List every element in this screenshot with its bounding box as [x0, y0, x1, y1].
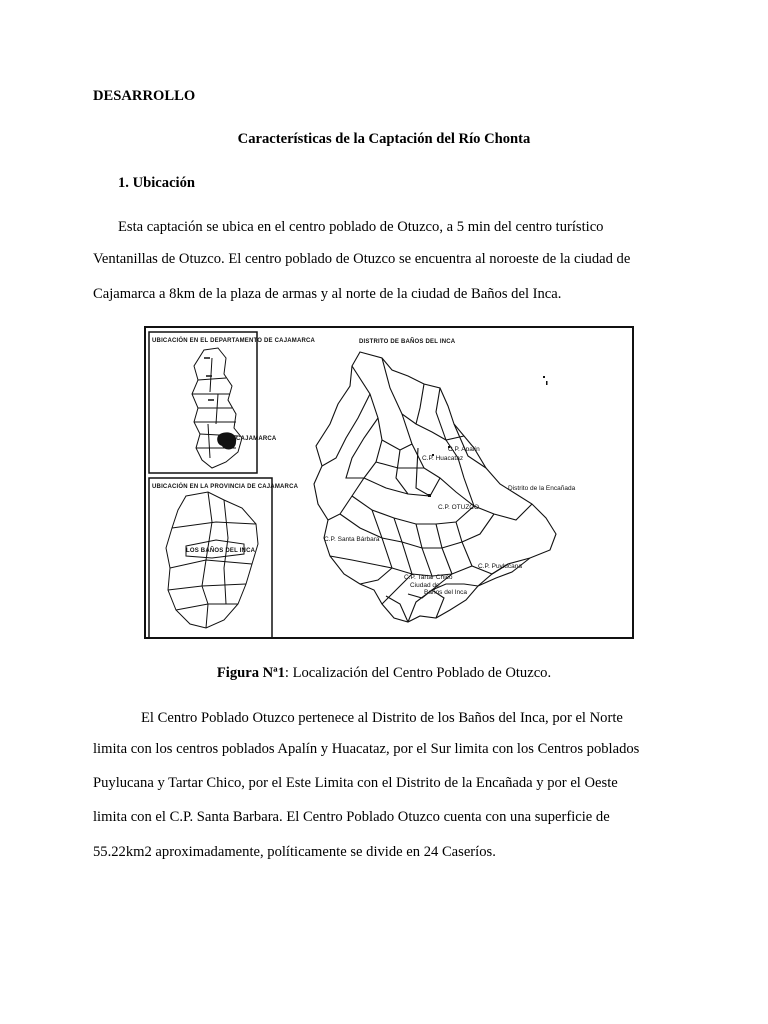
map-drawing [146, 328, 634, 639]
paragraph-line: Ventanillas de Otuzco. El centro poblado de Otuzco se encuentra al noroeste de la ciudad de [93, 251, 631, 267]
location-map-figure [144, 326, 634, 639]
paragraph-line: limita con el C.P. Santa Barbara. El Centro Poblado Otuzco cuenta con una superficie de [93, 809, 610, 825]
paragraph-line: Puylucana y Tartar Chico, por el Este Limita con el Distrito de la Encañada y por el Oeste [93, 775, 618, 791]
map-label-santa-barbara: C.P. Santa Bárbara [324, 536, 380, 543]
paragraph-line: limita con los centros poblados Apalín y Huacataz, por el Sur limita con los Centros poblados [93, 741, 640, 757]
paragraph-line: El Centro Poblado Otuzco pertenece al Distrito de los Baños del Inca, por el Norte [141, 710, 623, 726]
figure-caption-text: : Localización del Centro Poblado de Otuzco. [284, 665, 552, 681]
map-label-puylucana: C.P. Puylucana [478, 563, 522, 570]
figure-caption-label: Figura Nª1 [216, 665, 285, 681]
paragraph-line: 55.22km2 aproximadamente, políticamente se divide en 24 Caseríos. [93, 844, 496, 860]
map-label-cajamarca: CAJAMARCA [236, 436, 277, 442]
figure-caption [0, 664, 768, 682]
inset-department-frame [149, 332, 257, 473]
map-label-encanada: Distrito de la Encañada [508, 485, 576, 492]
province-map [166, 492, 258, 628]
map-label-banos-city-2: Baños del Inca [424, 589, 468, 596]
section-heading: DESARROLLO [93, 88, 196, 104]
paragraph-line: Cajamarca a 8km de la plaza de armas y al norte de la ciudad de Baños del Inca. [93, 286, 562, 302]
inset-province-title: UBICACIÓN EN LA PROVINCIA DE CAJAMARCA [152, 484, 299, 490]
document-title: Características de la Captación del Río Chonta [237, 131, 531, 147]
map-label-tartar-chico: C.P. Tartar Chico [404, 574, 453, 581]
district-map-title: DISTRITO DE BAÑOS DEL INCA [359, 339, 456, 345]
map-label-huacataz: C.P. Huacataz [422, 455, 464, 462]
department-map [192, 348, 242, 468]
inset-department-title: UBICACIÓN EN EL DEPARTAMENTO DE CAJAMARCA [152, 338, 316, 344]
map-label-banos-city: Ciudad de [410, 582, 440, 589]
subsection-heading: 1. Ubicación [118, 175, 196, 191]
paragraph-line: Esta captación se ubica en el centro poblado de Otuzco, a 5 min del centro turístico [118, 219, 604, 235]
map-label-otuzco: C.P. OTUZCO [438, 504, 480, 511]
map-label-banos-province: LOS BAÑOS DEL INCA [186, 548, 256, 554]
cajamarca-province-highlight [217, 432, 236, 449]
map-label-apalin: C.P. Apalín [448, 446, 480, 453]
